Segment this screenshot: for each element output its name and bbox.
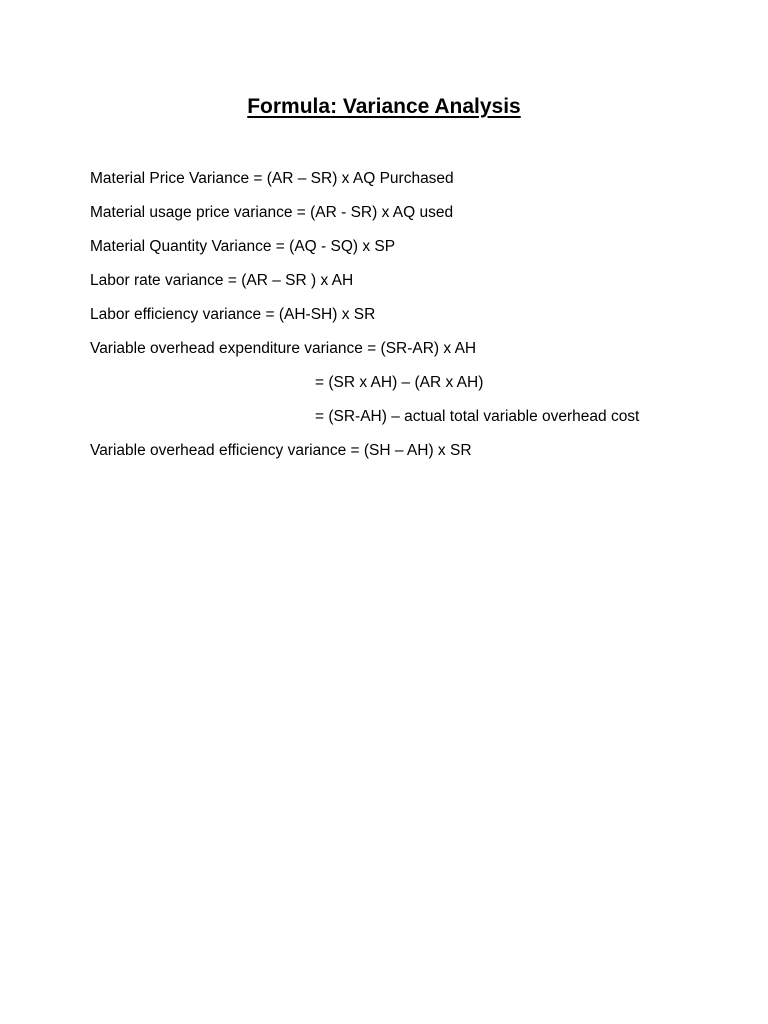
formula-list (90, 168, 730, 474)
formula-continuation-line: = (SR-AH) – actual total variable overhead cost (315, 408, 640, 425)
formula-continuation-line: = (SR x AH) – (AR x AH) (315, 374, 484, 391)
formula-material-usage-price-variance: Material usage price variance = (AR - SR) x AQ used (90, 204, 454, 221)
formula-material-price-variance: Material Price Variance = (AR – SR) x AQ Purchased (90, 170, 454, 187)
formula-material-quantity-variance: Material Quantity Variance = (AQ - SQ) x SP (90, 238, 396, 255)
formula-labor-efficiency-variance: Labor efficiency variance = (AH-SH) x SR (90, 306, 376, 323)
formula-variable-overhead-expenditure-variance: Variable overhead expenditure variance = (SR-AR) x AH (90, 340, 477, 357)
formula-variable-overhead-efficiency-variance: Variable overhead efficiency variance = (SH – AH) x SR (90, 442, 472, 459)
page-title: Formula: Variance Analysis (247, 95, 521, 118)
formula-labor-rate-variance: Labor rate variance = (AR – SR ) x AH (90, 272, 354, 289)
